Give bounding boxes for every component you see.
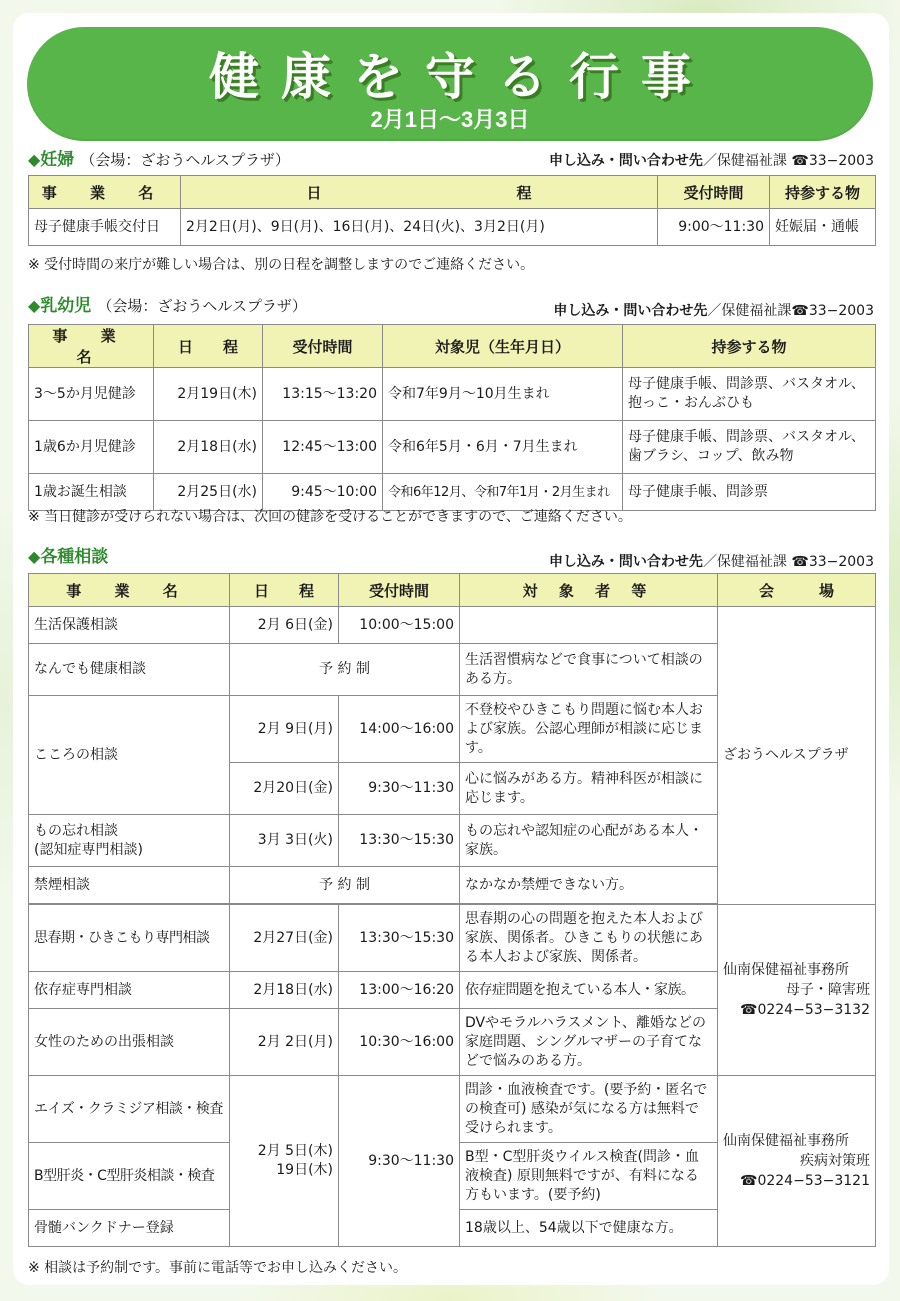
target-cell: DVやモラルハラスメント、離婚などの家庭問題、シングルマザーの子育てなどで悩みのある方。 <box>460 1009 718 1076</box>
phone-number: ☎0224−53−3132 <box>740 1002 870 1018</box>
date-cell: 2月 5日(木) 19日(木) <box>230 1076 339 1247</box>
program-cell: なんでも健康相談 <box>29 644 230 696</box>
phone-number: ☎0224−53−3121 <box>740 1173 870 1189</box>
section-header-infant <box>28 294 874 318</box>
program-cell: B型肝炎・C型肝炎相談・検査 <box>29 1143 230 1210</box>
diamond-bullet-icon: ◆ <box>28 150 41 169</box>
program-cell: 骨髄バンクドナー登録 <box>29 1210 230 1247</box>
items-cell: 母子健康手帳、問診票、バスタオル、歯ブラシ、コップ、飲み物 <box>623 421 876 474</box>
section-venue: （会場：ざおうヘルスプラザ） <box>97 297 307 315</box>
time-cell: 14:00～16:00 <box>339 696 460 763</box>
venue-cell: 仙南保健福祉事務所 疾病対策班 ☎0224−53−3121 <box>718 1076 876 1247</box>
table-row <box>29 474 876 511</box>
consult-note: ※ 相談は予約制です。事前に電話等でお申し込みください。 <box>28 1260 408 1276</box>
page-title: 健康を守る行事 <box>209 48 713 106</box>
event-period: 2月1日～3月3日 <box>370 107 530 132</box>
infant-note: ※ 当日健診が受けられない場合は、次回の健診を受けることができますので、ご連絡ください。 <box>28 509 632 525</box>
program-cell: 女性のための出張相談 <box>29 1009 230 1076</box>
time-cell: 13:15～13:20 <box>263 368 383 421</box>
column-header: 対象児（生年月日） <box>383 325 623 368</box>
date-cell: 2月 6日(金) <box>230 607 339 644</box>
date-cell: 2月27日(金) <box>230 905 339 972</box>
program-cell: 1歳お誕生相談 <box>29 474 154 511</box>
target-cell: なかなか禁煙できない方。 <box>460 867 718 904</box>
time-cell: 13:00～16:20 <box>339 972 460 1009</box>
venue-cell: ざおうヘルスプラザ <box>718 607 876 905</box>
diamond-bullet-icon: ◆ <box>28 547 41 566</box>
section-title: 各種相談 <box>40 547 109 567</box>
table-header-row <box>29 574 876 607</box>
time-cell: 10:00～15:00 <box>339 607 460 644</box>
target-cell: 令和6年5月・6月・7月生まれ <box>383 421 623 474</box>
section-contact: 申し込み・問い合わせ先／保健福祉課☎33−2003 <box>553 303 874 319</box>
column-header: 対 象 者 等 <box>460 574 718 607</box>
program-cell: 1歳6か月児健診 <box>29 421 154 474</box>
table-row <box>29 421 876 474</box>
target-cell: 不登校やひきこもり問題に悩む本人および家族。公認心理師が相談に応じます。 <box>460 696 718 763</box>
table-row <box>29 209 876 246</box>
consult-table <box>28 573 876 1247</box>
date-cell: 2月 2日(月) <box>230 1009 339 1076</box>
target-cell: 令和6年12月、令和7年1月・2月生まれ <box>383 474 623 511</box>
section-contact: 申し込み・問い合わせ先／保健福祉課 ☎33−2003 <box>548 153 874 169</box>
reservation-cell: 予 約 制 <box>230 644 460 696</box>
column-header: 受付時間 <box>263 325 383 368</box>
time-cell: 9:30～11:30 <box>339 763 460 815</box>
target-cell: 依存症問題を抱えている本人・家族。 <box>460 972 718 1009</box>
target-cell: 心に悩みがある方。精神科医が相談に応じます。 <box>460 763 718 815</box>
infant-table <box>28 324 876 511</box>
dates-cell: 2月2日(月)、9日(月)、16日(月)、24日(火)、3月2日(月) <box>181 209 658 246</box>
time-cell: 13:30～15:30 <box>339 905 460 972</box>
target-cell: 問診・血液検査です。(要予約・匿名での検査可) 感染が気になる方は無料で受けられます。 <box>460 1076 718 1143</box>
time-cell: 9:30～11:30 <box>339 1076 460 1247</box>
table-row <box>29 607 876 644</box>
column-header: 会 場 <box>718 574 876 607</box>
items-cell: 妊娠届・通帳 <box>770 209 876 246</box>
section-header-consult <box>28 545 874 569</box>
column-header: 持参する物 <box>623 325 876 368</box>
program-cell: 生活保護相談 <box>29 607 230 644</box>
target-cell: 生活習慣病などで食事について相談のある方。 <box>460 644 718 696</box>
date-cell: 2月25日(水) <box>154 474 263 511</box>
column-header: 持参する物 <box>770 176 876 209</box>
title-banner <box>27 27 873 141</box>
target-cell: もの忘れや認知症の心配がある本人・家族。 <box>460 815 718 867</box>
column-header: 受付時間 <box>658 176 770 209</box>
table-row <box>29 368 876 421</box>
table-header-row <box>29 325 876 368</box>
date-cell: 2月 9日(月) <box>230 696 339 763</box>
column-header: 日 程 <box>154 325 263 368</box>
section-header-pregnant <box>28 148 874 172</box>
date-cell: 2月18日(水) <box>154 421 263 474</box>
program-cell: もの忘れ相談 (認知症専門相談) <box>29 815 230 867</box>
target-cell: 思春期の心の問題を抱えた本人および家族、関係者。ひきこもりの状態にある本人および家族、関係者。 <box>460 905 718 972</box>
pregnant-table <box>28 175 876 246</box>
time-cell: 9:00～11:30 <box>658 209 770 246</box>
venue-cell: 仙南保健福祉事務所 母子・障害班 ☎0224−53−3132 <box>718 905 876 1076</box>
column-header: 日 程 <box>181 176 658 209</box>
date-cell: 2月18日(水) <box>230 972 339 1009</box>
target-cell: 18歳以上、54歳以下で健康な方。 <box>460 1210 718 1247</box>
date-cell: 2月20日(金) <box>230 763 339 815</box>
items-cell: 母子健康手帳、問診票、バスタオル、抱っこ・おんぶひも <box>623 368 876 421</box>
section-contact: 申し込み・問い合わせ先／保健福祉課 ☎33−2003 <box>548 554 874 570</box>
reservation-cell: 予 約 制 <box>230 867 460 904</box>
column-header: 日 程 <box>230 574 339 607</box>
date-cell: 2月19日(木) <box>154 368 263 421</box>
program-cell: 3～5か月児健診 <box>29 368 154 421</box>
program-cell: エイズ・クラミジア相談・検査 <box>29 1076 230 1143</box>
pregnant-note: ※ 受付時間の来庁が難しい場合は、別の日程を調整しますのでご連絡ください。 <box>28 257 535 273</box>
program-cell: 禁煙相談 <box>29 867 230 904</box>
section-venue: （会場：ざおうヘルスプラザ） <box>80 151 290 169</box>
section-title: 乳幼児 <box>40 296 92 316</box>
items-cell: 母子健康手帳、問診票 <box>623 474 876 511</box>
time-cell: 9:45～10:00 <box>263 474 383 511</box>
target-cell: 令和7年9月～10月生まれ <box>383 368 623 421</box>
target-cell: B型・C型肝炎ウイルス検査(問診・血液検査) 原則無料ですが、有料になる方もいます。(要予約) <box>460 1143 718 1210</box>
program-cell: 思春期・ひきこもり専門相談 <box>29 905 230 972</box>
program-cell: 依存症専門相談 <box>29 972 230 1009</box>
diamond-bullet-icon: ◆ <box>28 296 41 315</box>
column-header: 事 業 名 <box>29 325 154 368</box>
time-cell: 10:30～16:00 <box>339 1009 460 1076</box>
section-title: 妊婦 <box>40 150 75 170</box>
column-header: 受付時間 <box>339 574 460 607</box>
date-cell: 3月 3日(火) <box>230 815 339 867</box>
time-cell: 12:45～13:00 <box>263 421 383 474</box>
table-row <box>29 1076 876 1143</box>
column-header: 事 業 名 <box>29 176 181 209</box>
table-header-row <box>29 176 876 209</box>
program-cell: こころの相談 <box>29 696 230 815</box>
table-row <box>29 905 876 972</box>
time-cell: 13:30～15:30 <box>339 815 460 867</box>
target-cell <box>460 607 718 644</box>
column-header: 事 業 名 <box>29 574 230 607</box>
program-cell: 母子健康手帳交付日 <box>29 209 181 246</box>
